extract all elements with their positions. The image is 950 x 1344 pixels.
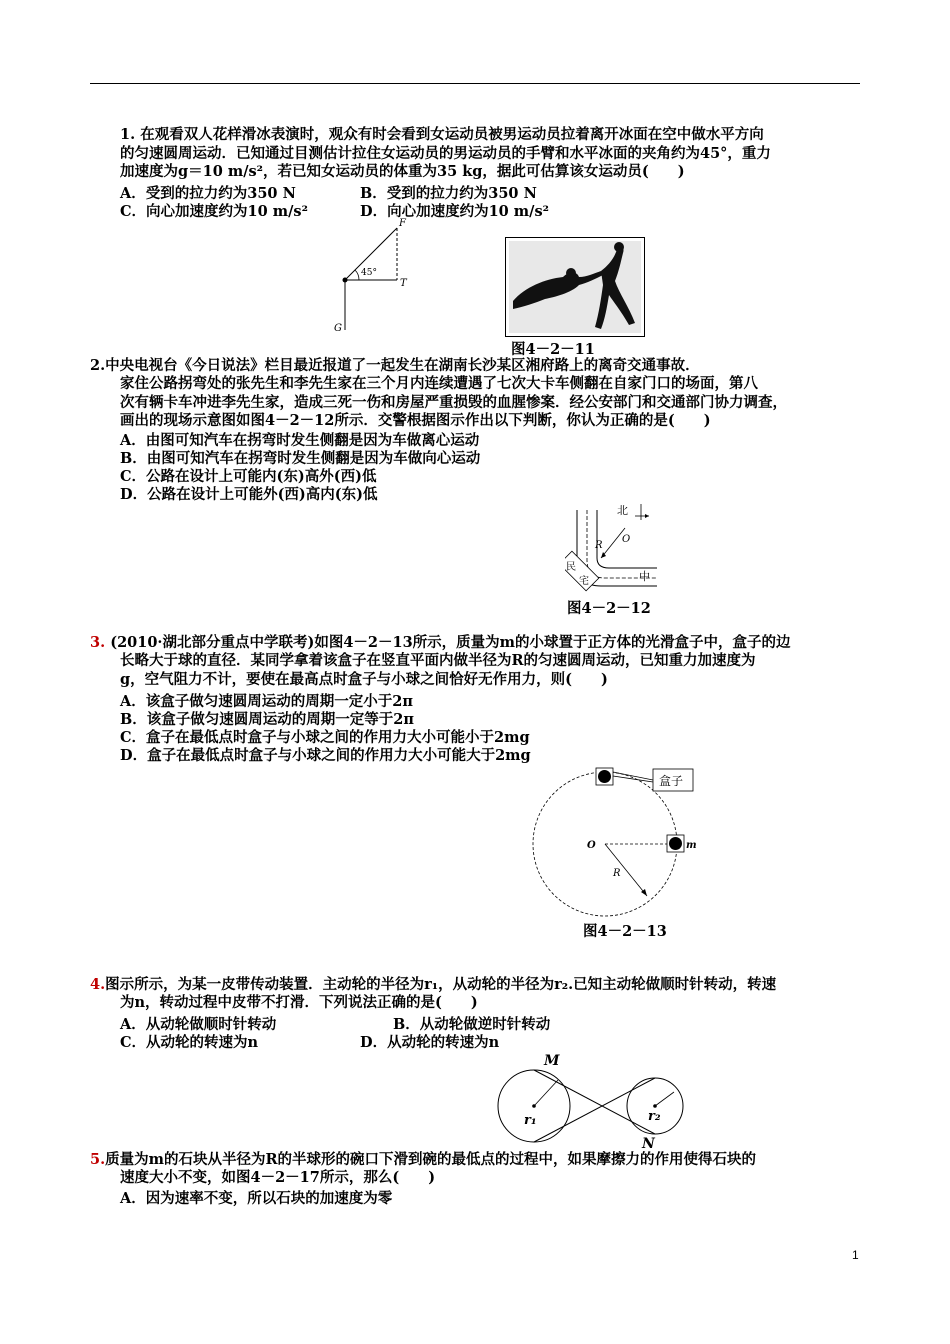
question-text: g，空气阻力不计，要使在最高点时盒子与小球之间恰好无作用力，则( ) [120, 670, 608, 688]
question-text: 在观看双人花样滑冰表演时，观众有时会看到女运动员被男运动员拉着离开冰面在空中做水平方向 [140, 126, 764, 143]
label-north: 北 [617, 504, 628, 517]
question-text: 为n，转动过程中皮带不打滑．下列说法正确的是( ) [120, 994, 478, 1011]
skating-photo [505, 237, 645, 337]
option-a: A．由图可知汽车在拐弯时发生侧翻是因为车做离心运动 [120, 432, 480, 449]
question-text: 家住公路拐弯处的张先生和李先生家在三个月内连续遭遇了七次大卡车侧翻在自家门口的场面，第八 [120, 375, 758, 392]
label-r: R [595, 540, 603, 551]
figure-caption: 图4－2－11 [511, 341, 595, 358]
option-a: A．受到的拉力约为350 N [120, 185, 296, 202]
label-zhong: 中 [639, 570, 650, 583]
question-text: 质量为m的石块从半径为R的半球形的碗口下滑到碗的最低点的过程中，如果摩擦力的作用使得石块的 [105, 1151, 757, 1168]
question-text: 速度大小不变，如图4－2－17所示，那么( ) [120, 1169, 436, 1186]
option-b: B．受到的拉力约为350 N [360, 185, 537, 202]
option-d: D．公路在设计上可能外(西)高内(东)低 [120, 486, 378, 503]
question-5 [90, 1151, 756, 1170]
question-text: 画出的现场示意图如图4－2－12所示．交警根据图示作出以下判断，你认为正确的是( ) [120, 412, 711, 429]
question-2 [90, 357, 700, 376]
question-text: 的匀速圆周运动．已知通过目测估计拉住女运动员的男运动员的手臂和水平冰面的夹角约为45°，重力 [120, 144, 771, 162]
option-a: A．该盒子做匀速圆周运动的周期一定小于2π [120, 693, 413, 710]
option-a: A．因为速率不变，所以石块的加速度为零 [120, 1190, 393, 1207]
label-r2: r₂ [648, 1109, 661, 1124]
option-d: D．向心加速度约为10 m/s² [360, 203, 549, 220]
option-c: C．向心加速度约为10 m/s² [120, 203, 308, 220]
question-5-body [120, 1169, 435, 1188]
question-1 [120, 126, 771, 182]
label-m: M [544, 1053, 560, 1069]
question-4-body [120, 994, 478, 1013]
label-n: N [642, 1136, 655, 1150]
question-4 [90, 976, 776, 995]
label-r1: r₁ [524, 1113, 537, 1128]
label-f: F [399, 218, 406, 229]
option-b: B．从动轮做逆时针转动 [393, 1016, 551, 1033]
road-diagram [565, 500, 675, 598]
circle-box-diagram [525, 762, 715, 922]
label-t: T [400, 278, 407, 289]
label-o: O [622, 534, 631, 545]
option-c: C．公路在设计上可能内(东)高外(西)低 [120, 468, 377, 485]
label-r: R [613, 868, 621, 879]
label-g: G [334, 323, 342, 334]
option-b: B．由图可知汽车在拐弯时发生侧翻是因为车做向心运动 [120, 450, 481, 467]
question-number: 4. [90, 976, 106, 993]
option-d: D．从动轮的转速为n [360, 1034, 500, 1051]
question-2-body [120, 375, 787, 431]
question-text: 加速度为g＝10 m/s²，若已知女运动员的体重为35 kg，据此可估算该女运动员( ) [120, 163, 685, 180]
question-3-body [120, 652, 756, 689]
label-o: O [587, 840, 596, 851]
question-text: 中央电视台《今日说法》栏目最近报道了一起发生在湖南长沙某区湘府路上的离奇交通事故． [105, 357, 700, 374]
question-number: 5. [90, 1151, 106, 1168]
label-angle: 45° [361, 268, 377, 278]
label-zhai: 宅 [579, 576, 589, 587]
question-text: 次有辆卡车冲进李先生家，造成三死一伤和房屋严重损毁的血腥惨案．经公安部门和交通部门协力调查， [120, 393, 787, 411]
page-number: 1 [852, 1248, 859, 1262]
option-d: D．盒子在最低点时盒子与小球之间的作用力大小可能大于2mg [120, 747, 531, 764]
label-min: 民 [566, 562, 576, 573]
question-3 [90, 634, 791, 653]
question-number: 1. [120, 126, 136, 143]
question-text: 长略大于球的直径．某同学拿着该盒子在竖直平面内做半径为R的匀速圆周运动，已知重力加速度为 [120, 652, 756, 669]
question-number: 3. [90, 634, 106, 651]
option-c: C．从动轮的转速为n [120, 1034, 259, 1051]
label-m: m [686, 840, 697, 851]
header-rule [90, 83, 860, 84]
force-diagram [325, 212, 425, 337]
option-a: A．从动轮做顺时针转动 [120, 1016, 277, 1033]
figure-caption: 图4－2－13 [583, 923, 667, 940]
label-box: 盒子 [659, 774, 684, 788]
question-number: 2. [90, 357, 106, 374]
option-c: C．盒子在最低点时盒子与小球之间的作用力大小可能小于2mg [120, 729, 530, 746]
question-text: (2010·湖北部分重点中学联考)如图4－2－13所示，质量为m的小球置于正方体的光滑盒子中，盒子的边 [110, 634, 791, 651]
question-text: 图示所示，为某一皮带传动装置．主动轮的半径为r₁，从动轮的半径为r₂.已知主动轮做顺时针转动，转速 [105, 976, 777, 993]
option-b: B．该盒子做匀速圆周运动的周期一定等于2π [120, 711, 414, 728]
belt-drive-diagram [492, 1050, 692, 1150]
figure-caption: 图4－2－12 [567, 600, 651, 617]
